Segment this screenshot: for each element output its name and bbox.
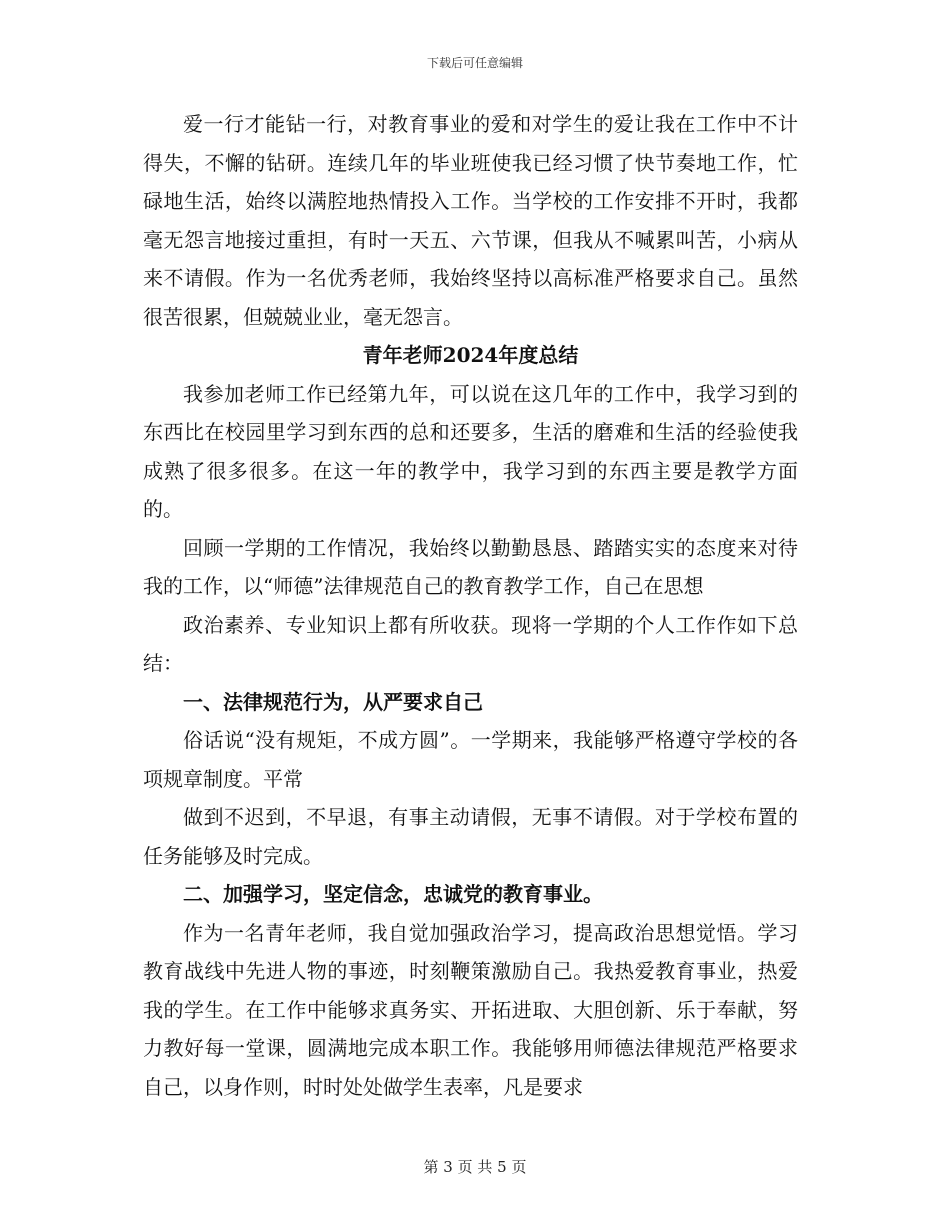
document-body [143,105,798,1106]
body-paragraph: 做到不迟到，不早退，有事主动请假，无事不请假。对于学校布置的任务能够及时完成。 [143,805,798,868]
body-paragraph: 作为一名青年老师，我自觉加强政治学习，提高政治思想觉悟。学习教育战线中先进人物的事迹，时刻鞭策激励自己。我热爱教育事业，热爱我的学生。在工作中能够求真务实、开拓进取、大胆创新、乐于奉献，努力教好每一堂课，圆满地完成本职工作。我能够用师德法律规范严格要求自己，以身作则，时时处处做学生表率，凡是要求 [143,920,798,1099]
document-title: 青年老师2024年度总结 [362,343,579,367]
body-paragraph: 政治素养、专业知识上都有所收获。现将一学期的个人工作作如下总结： [143,612,798,675]
body-paragraph: 爱一行才能钻一行，对教育事业的爱和对学生的爱让我在工作中不计得失，不懈的钻研。连续几年的毕业班使我已经习惯了快节奏地工作，忙碌地生活，始终以满腔地热情投入工作。当学校的工作安排不开时，我都毫无怨言地接过重担，有时一天五、六节课，但我从不喊累叫苦，小病从来不请假。作为一名优秀老师，我始终坚持以高标准严格要求自己。虽然很苦很累，但兢兢业业，毫无怨言。 [143,112,798,329]
page-header: 下载后可任意编辑 [426,56,523,70]
section-heading: 二、加强学习，坚定信念，忠诚党的教育事业。 [183,882,603,906]
page-number: 第 3 页 共 5 页 [423,1158,527,1176]
body-paragraph: 我参加老师工作已经第九年，可以说在这几年的工作中，我学习到的东西比在校园里学习到东西的总和还要多，生活的磨难和生活的经验使我成熟了很多很多。在这一年的教学中，我学习到的东西主要是教学方面的。 [143,381,798,521]
body-paragraph: 俗话说“没有规矩，不成方圆”。一学期来，我能够严格遵守学校的各项规章制度。平常 [143,728,798,791]
body-paragraph: 回顾一学期的工作情况，我始终以勤勤恳恳、踏踏实实的态度来对待我的工作，以“师德”法律规范自己的教育教学工作，自己在思想 [143,535,798,598]
section-heading: 一、法律规范行为，从严要求自己 [183,689,483,714]
